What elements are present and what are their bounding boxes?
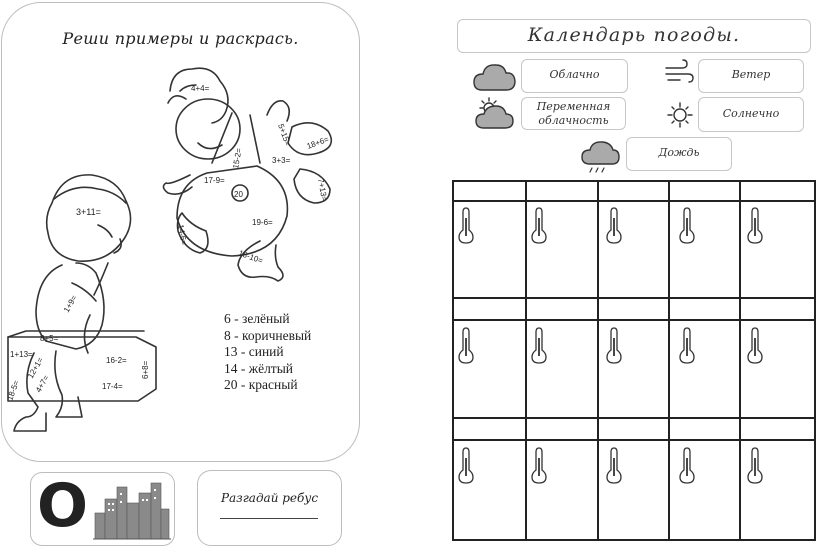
- svg-text:18+6=: 18+6=: [305, 134, 331, 151]
- thermometer-icon: [748, 208, 762, 243]
- svg-text:17-4=: 17-4=: [102, 382, 123, 391]
- svg-text:4+7=: 4+7=: [33, 373, 51, 394]
- svg-text:14-6=: 14-6=: [176, 223, 189, 246]
- legend-cloudy: Облачно: [521, 59, 628, 93]
- svg-text:5+15=: 5+15=: [276, 122, 293, 148]
- thermometer-icon: [680, 328, 694, 363]
- svg-text:18-10=: 18-10=: [237, 248, 265, 266]
- legend-item: 8 - коричневый: [224, 327, 312, 343]
- svg-text:8+5=: 8+5=: [40, 334, 59, 343]
- thermometer-icon: [459, 328, 473, 363]
- svg-text:3+11=: 3+11=: [76, 207, 101, 217]
- svg-text:18-5=: 18-5=: [5, 379, 21, 402]
- svg-text:1+9=: 1+9=: [61, 293, 79, 314]
- svg-text:12+1=: 12+1=: [25, 355, 46, 380]
- example-label: 4+4=: [191, 84, 210, 93]
- legend-rain: Дождь: [626, 137, 732, 171]
- svg-text:1+13=: 1+13=: [10, 350, 33, 359]
- svg-text:7+13=: 7+13=: [316, 177, 329, 202]
- svg-text:6+8=: 6+8=: [141, 360, 150, 379]
- svg-text:19-6=: 19-6=: [252, 218, 273, 227]
- thermometer-icon: [459, 208, 473, 243]
- svg-text:15-2=: 15-2=: [231, 147, 244, 170]
- legend-item: 14 - жёлтый: [224, 360, 293, 376]
- big-letter: О: [37, 471, 89, 541]
- thermometer-icon: [607, 208, 621, 243]
- thermometer-icon: [748, 448, 762, 483]
- svg-text:3+3=: 3+3=: [272, 156, 291, 165]
- svg-text:16-2=: 16-2=: [106, 356, 127, 365]
- thermometer-icon: [607, 448, 621, 483]
- thermometer-icon: [459, 448, 473, 483]
- legend-partly-cloudy: Переменная облачность: [521, 97, 626, 130]
- legend-item: 6 - зелёный: [224, 311, 290, 326]
- thermometer-icon: [607, 328, 621, 363]
- rebus-label: Разгадай ребус: [220, 491, 319, 505]
- thermometer-icon: [680, 448, 694, 483]
- legend-item: 20 - красный: [224, 377, 298, 392]
- coloring-title: Реши примеры и раскрась.: [62, 29, 299, 48]
- legend-item: 13 - синий: [224, 344, 284, 359]
- svg-text:20: 20: [234, 190, 243, 199]
- legend-sunny: Солнечно: [698, 97, 804, 132]
- thermometer-icon: [748, 328, 762, 363]
- thermometer-icon: [532, 328, 546, 363]
- thermometer-icon: [532, 208, 546, 243]
- thermometer-icon: [680, 208, 694, 243]
- calendar-title: Календарь погоды.: [457, 19, 811, 53]
- thermometer-icon: [532, 448, 546, 483]
- svg-text:17-9=: 17-9=: [204, 176, 225, 185]
- legend-wind: Ветер: [698, 59, 804, 93]
